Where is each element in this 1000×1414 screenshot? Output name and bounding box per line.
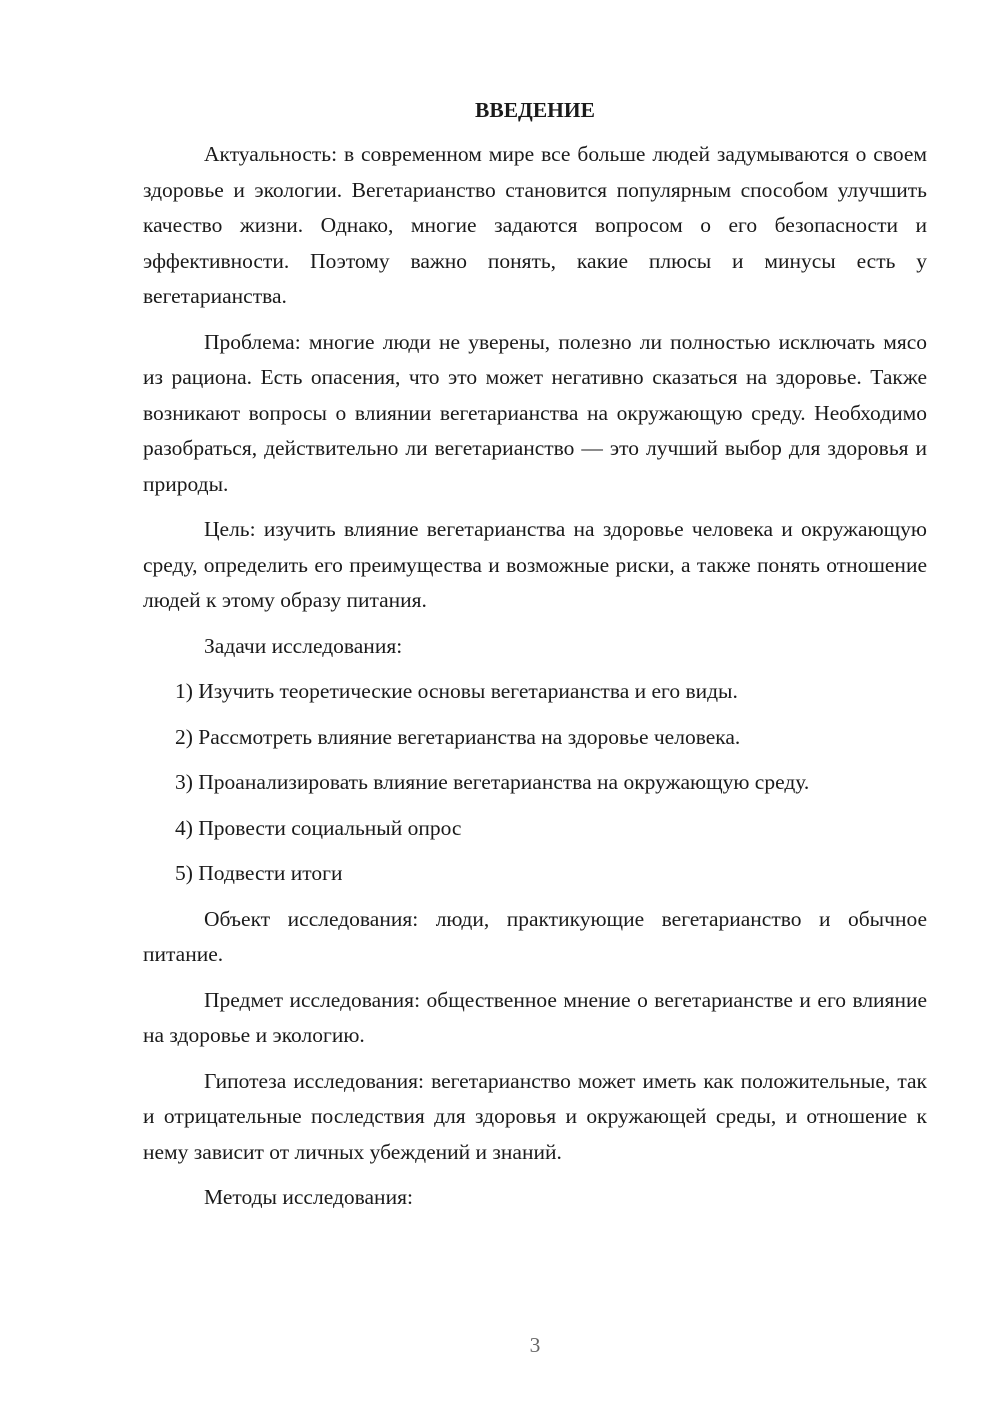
hypothesis-paragraph: Гипотеза исследования: вегетарианство может иметь как положительные, так и отрицательные последствия для здоровья и окружающей среды, и отношение к нему зависит от личных убеждений и знаний. — [143, 1068, 927, 1164]
page-number: 3 — [529, 1333, 541, 1357]
object-paragraph: Объект исследования: люди, практикующие вегетарианство и обычное питание. — [143, 906, 927, 966]
goal-paragraph: Цель: изучить влияние вегетарианства на здоровье человека и окружающую среду, определить его преимущества и возможные риски, а также понять отношение людей к этому образу питания. — [143, 517, 927, 612]
problem-paragraph: Проблема: многие люди не уверены, полезно ли полностью исключать мясо из рациона. Есть опасения, что это может негативно сказаться на здоровье. Также возникают вопросы о влиянии вегетарианства на окружающую среду. Необходимо разобраться, действительно ли вегетарианство — это лучший выбор для здоровья и природы. — [143, 329, 927, 496]
task-item: 1) Изучить теоретические основы вегетарианства и его виды. — [175, 679, 738, 703]
task-item: 4) Провести социальный опрос — [175, 815, 462, 840]
task-item: 5) Подвести итоги — [175, 861, 343, 885]
task-item: 3) Проанализировать влияние вегетарианства на окружающую среду. — [175, 770, 810, 794]
document-page — [143, 93, 927, 1226]
subject-paragraph: Предмет исследования: общественное мнение о вегетарианстве и его влияние на здоровье и экологию. — [143, 987, 927, 1047]
page-title: ВВЕДЕНИЕ — [475, 98, 595, 122]
relevance-paragraph: Актуальность: в современном мире все больше людей задумываются о своем здоровье и экологии. Вегетарианство становится популярным способом улучшить качество жизни. Однако, многие задаются вопросом о его безопасности и эффективности. Поэтому важно понять, какие плюсы и минусы есть у вегетарианства. — [143, 142, 927, 308]
tasks-heading: Задачи исследования: — [204, 633, 403, 658]
task-item: 2) Рассмотреть влияние вегетарианства на здоровье человека. — [175, 724, 741, 749]
methods-heading: Методы исследования: — [204, 1185, 413, 1209]
